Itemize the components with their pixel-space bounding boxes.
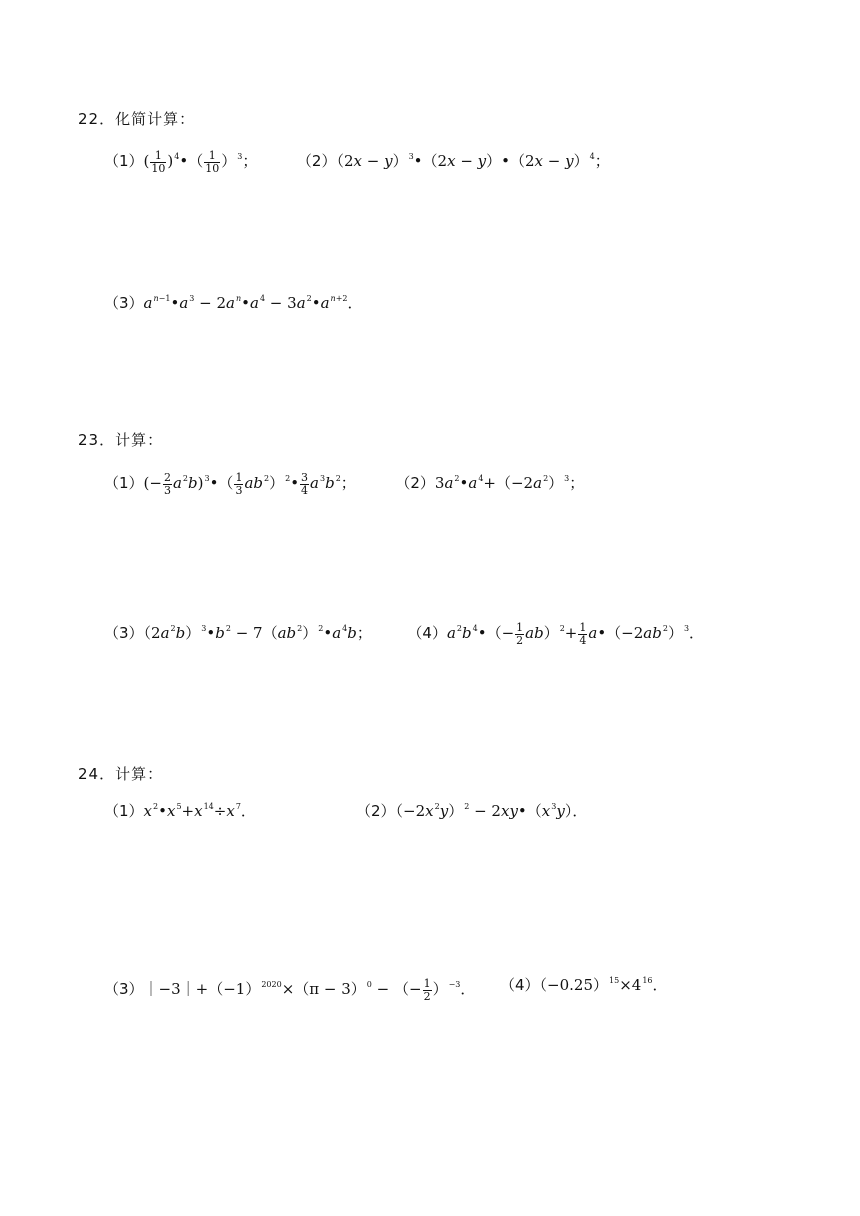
q23-part1	[104, 472, 584, 496]
q22-part3	[104, 296, 363, 311]
q22-p3-expr: $a^{n-1}•a^3$ − $2a^n•a^4$ − $3a^2•a^{n+2}$．	[143, 294, 363, 312]
q23-p4-expr: $a^2b^4•(-$ $\frac{1}{2}$ ab）$^2$+ $\frac{1}{4}$ $a•(-2ab^2)^3$．	[446, 621, 705, 647]
q24-p4-expr: $(-0.25)^{15}\times 4^{16}$．	[539, 976, 668, 994]
q24-part1	[104, 804, 256, 819]
q23-p3-label: （3）	[104, 624, 144, 643]
q23-p1-label: （1）	[104, 474, 144, 493]
q23-part3	[104, 622, 704, 646]
q22-p3-label: （3）	[104, 294, 144, 312]
q24-title: 24．计算：	[78, 765, 164, 783]
q24-p4-label: （4）	[500, 976, 540, 994]
q22-title: 22．化简计算：	[78, 110, 196, 128]
q22-p1-expr: ( $\frac{1}{10}$ )$^4$•（ $\frac{1}{10}$ ）$^3$；	[143, 149, 258, 175]
q23-p4-label: （4）	[407, 624, 447, 643]
q24-part2	[356, 804, 587, 819]
q24-p3-label: （3）	[104, 980, 144, 999]
q22-p2-expr: $(2x - y)^3•(2x$ − y）•（2x − y）$^4$；	[336, 152, 610, 171]
q23-p2-label: （2）	[395, 474, 435, 493]
q24-p1-label: （1）	[104, 802, 144, 820]
q23-p2-expr: $3a^2•a^4+(-2a^2)^3$；	[434, 474, 585, 493]
q24-part3	[104, 978, 475, 1002]
q24-part4	[500, 978, 668, 993]
q24-p2-label: （2）	[356, 802, 396, 820]
q24-p2-expr: $(-2x^2y)^2$ − $2xy•(x^3y)$．	[395, 802, 588, 820]
q22-part1	[104, 150, 610, 174]
q22-p1-label: （1）	[104, 152, 144, 171]
q23-p3-expr: $(2a^2b)^3•b^2$ − $7(ab^2)^2•a^4b$；	[143, 624, 372, 643]
q22-p2-label: （2）	[296, 152, 337, 171]
q23-title: 23．计算：	[78, 431, 164, 449]
q24-p1-expr: $x^2•x^5+x^{14}\div x^7$．	[143, 802, 256, 820]
q24-p3-expr: $|-3|+(-1)^{2020}\times(\pi - 3)^0$ − （− $\frac{1}{2}$ ）$^{-3}$．	[143, 977, 476, 1003]
q23-p1-expr: (− $\frac{2}{3}$ $a^2b)^3•$（ $\frac{1}{3}$ $ab^2)^2•$ $\frac{3}{4}$ $a^3b^2$；	[143, 471, 356, 497]
